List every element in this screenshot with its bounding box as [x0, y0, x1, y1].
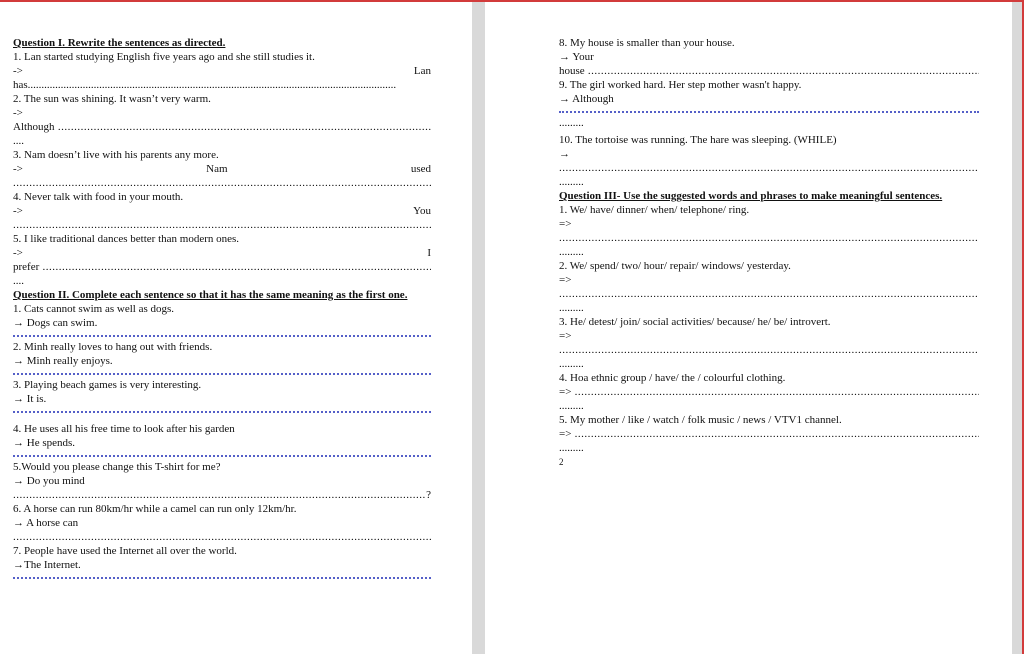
q2-item-5-answer[interactable]: → Do you mind — [13, 475, 85, 487]
q1-item-2-answer-line[interactable] — [13, 120, 431, 134]
q2-item-1-prompt: 1. Cats cannot swim as well as dogs. — [13, 303, 175, 315]
question-3-heading: Question III- Use the suggested words and phrases to make meaningful sentences. — [559, 190, 943, 202]
q1-item-2-ellipsis: .... — [13, 135, 24, 147]
q1-item-5-cue: I — [427, 247, 431, 259]
q3-item-3-answer-line[interactable] — [559, 343, 979, 357]
q3-item-5-ellipsis: ......... — [559, 442, 584, 454]
q1-item-1-arrow: -> — [13, 65, 23, 77]
item-8-prompt: 8. My house is smaller than your house. — [559, 37, 735, 49]
item-9-ellipsis: ......... — [559, 117, 584, 129]
q1-item-1-cue: Lan — [413, 65, 431, 77]
q1-item-3-prompt: 3. Nam doesn’t live with his parents any more. — [13, 149, 219, 161]
question-1-heading: Question I. Rewrite the sentences as directed. — [13, 37, 226, 49]
q3-item-1-answer-line[interactable] — [559, 231, 979, 245]
q2-item-4-prompt: 4. He uses all his free time to look after his garden — [13, 423, 235, 435]
item-10-answer[interactable]: → — [559, 148, 570, 160]
q1-item-5-ellipsis: .... — [13, 275, 24, 287]
item-10-answer-line[interactable] — [559, 161, 979, 175]
q3-item-3-prompt: 3. He/ detest/ join/ social activities/ because/ he/ be/ introvert. — [559, 316, 831, 328]
q3-item-2-answer-line[interactable] — [559, 287, 979, 301]
q2-item-2-prompt: 2. Minh really loves to hang out with friends. — [13, 341, 213, 353]
item-10-prompt: 10. The tortoise was running. The hare was sleeping. (WHILE) — [559, 134, 837, 146]
item-10-ellipsis: ......... — [559, 176, 584, 188]
q2-item-5-dots — [13, 488, 426, 502]
q3-item-2-answer[interactable]: => — [559, 274, 572, 286]
item-9-answer-line[interactable] — [559, 107, 979, 113]
question-2-heading: Question II. Complete each sentence so that it has the same meaning as the first one. — [13, 289, 408, 301]
q3-item-1-prompt: 1. We/ have/ dinner/ when/ telephone/ ring. — [559, 204, 750, 216]
q2-item-6-prompt: 6. A horse can run 80km/hr while a camel can run only 12km/hr. — [13, 503, 297, 515]
q3-item-5-prompt: 5. My mother / like / watch / folk music / news / VTV1 channel. — [559, 414, 842, 426]
q1-item-3-cue-mid: Nam — [206, 163, 228, 175]
q2-item-5-answer-line[interactable] — [13, 488, 431, 502]
q1-item-1-cue-row — [13, 64, 431, 78]
q3-item-1-ellipsis: ......... — [559, 246, 584, 258]
q2-item-3-prompt: 3. Playing beach games is very interesting. — [13, 379, 202, 391]
item-8-answer[interactable]: → Your — [559, 51, 594, 63]
q1-item-2-arrow: -> — [13, 107, 23, 119]
q2-item-6-answer[interactable]: → A horse can — [13, 517, 79, 529]
q2-item-4-answer[interactable]: → He spends. — [13, 437, 76, 449]
q3-item-4-answer: => — [559, 386, 572, 398]
q2-item-2-answer-line[interactable] — [13, 369, 431, 375]
q3-item-2-ellipsis: ......... — [559, 302, 584, 314]
item-9-answer[interactable]: → Although — [559, 93, 614, 105]
q3-item-2-prompt: 2. We/ spend/ two/ hour/ repair/ windows/ yesterday. — [559, 260, 791, 272]
q2-item-5-question-mark: ? — [426, 489, 431, 501]
q1-item-5-prompt: 5. I like traditional dances better than modern ones. — [13, 233, 240, 245]
page-left-content — [13, 36, 431, 582]
page-number: 2 — [559, 457, 564, 467]
q1-item-4-cue: You — [413, 205, 431, 217]
q1-item-5-cue-row — [13, 246, 431, 260]
page-right-content — [559, 36, 979, 469]
q1-item-3-arrow: -> — [13, 163, 23, 175]
q2-item-7-answer[interactable]: →The Internet. — [13, 559, 81, 571]
q1-item-4-prompt: 4. Never talk with food in your mouth. — [13, 191, 184, 203]
item-9-prompt: 9. The girl worked hard. Her step mother wasn't happy. — [559, 79, 802, 91]
item-8-cue2: house — [559, 65, 585, 77]
q1-item-1-cue2: has...................................................................................................................................... — [13, 79, 397, 91]
q1-item-3-cue: used — [410, 163, 431, 175]
q1-item-5-arrow: -> — [13, 247, 23, 259]
q3-item-5-answer: => — [559, 428, 572, 440]
q3-item-1-answer[interactable]: => — [559, 218, 572, 230]
q1-item-3-answer-line[interactable] — [13, 176, 431, 190]
document-page-left — [0, 2, 472, 654]
q1-item-5-answer-line[interactable] — [13, 260, 431, 274]
q3-item-5-answer-line[interactable] — [559, 427, 979, 441]
q2-item-4-answer-line[interactable] — [13, 451, 431, 457]
q1-item-3-cue-row — [13, 162, 431, 176]
q2-item-1-answer-line[interactable] — [13, 331, 431, 337]
q2-item-7-prompt: 7. People have used the Internet all over the world. — [13, 545, 237, 557]
q2-item-7-answer-line[interactable] — [13, 573, 431, 579]
q2-item-3-answer[interactable]: → It is. — [13, 393, 47, 405]
document-page-right — [485, 2, 1012, 654]
q1-item-4-cue-row — [13, 204, 431, 218]
q3-item-4-ellipsis: ......... — [559, 400, 584, 412]
q1-item-1-prompt: 1. Lan started studying English five years ago and she still studies it. — [13, 51, 315, 63]
q3-item-3-answer[interactable]: => — [559, 330, 572, 342]
q2-item-5-prompt: 5.Would you please change this T-shirt for me? — [13, 461, 221, 473]
q1-item-2-prompt: 2. The sun was shining. It wasn’t very warm. — [13, 93, 211, 105]
q3-item-4-prompt: 4. Hoa ethnic group / have/ the / colourful clothing. — [559, 372, 786, 384]
q1-item-4-answer-line[interactable] — [13, 218, 431, 232]
q1-item-4-arrow: -> — [13, 205, 23, 217]
q2-item-2-answer[interactable]: → Minh really enjoys. — [13, 355, 113, 367]
q2-item-6-answer-line[interactable] — [13, 530, 431, 544]
q1-item-5-cue2: prefer — [13, 261, 40, 273]
q3-item-4-answer-line[interactable] — [559, 385, 979, 399]
q1-item-2-cue: Although — [13, 121, 55, 133]
q2-item-1-answer[interactable]: → Dogs can swim. — [13, 317, 98, 329]
q2-item-3-answer-line[interactable] — [13, 407, 431, 413]
q3-item-3-ellipsis: ......... — [559, 358, 584, 370]
item-8-answer-line[interactable] — [559, 64, 979, 78]
